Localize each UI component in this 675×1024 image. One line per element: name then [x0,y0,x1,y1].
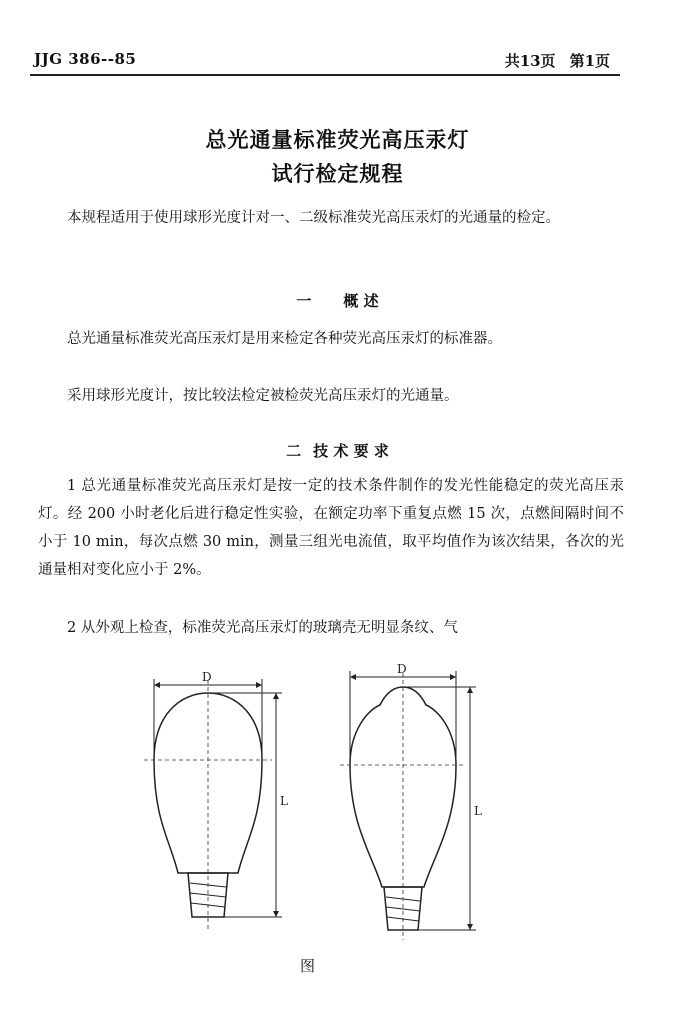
document-title: 总光通量标准荧光高压汞灯 [205,127,470,152]
section-number: 一 [296,292,312,310]
section-heading-requirements [0,440,675,461]
section-title: 概 述 [343,292,379,310]
page-info [491,50,610,71]
paragraph: 1 总光通量标准荧光高压汞灯是按一定的技术条件制作的发光性能稳定的荧光高压汞灯。经 200 小时老化后进行稳定性实验，在额定功率下重复点燃 15 次，点燃间隔时间不小于 10 min，每次点燃 30 min，测量三组光电流值，取平均值作为该次结果，各次的光通量相对变化应小于 2%。 [38,478,624,578]
page-header [34,50,616,70]
section-title: 技 术 要 求 [313,442,389,460]
paragraph: 采用球形光度计，按比较法检定被检荧光高压汞灯的光通量。 [67,388,459,404]
left-length-label: L [280,794,288,808]
total-pages: 共13页 [504,52,556,70]
figure-caption: 图 [300,957,316,975]
right-diameter-label: D [397,662,407,676]
intro-paragraph: 本规程适用于使用球形光度计对一、二级标准荧光高压汞灯的光通量的检定。 [67,210,560,226]
paragraph: 总光通量标准荧光高压汞灯是用来检定各种荧光高压汞灯的标准器。 [67,331,502,347]
section-number: 二 [286,442,302,460]
document-subtitle: 试行检定规程 [271,161,404,186]
section-heading-overview [0,290,675,311]
paragraph: 2 从外观上检查，标准荧光高压汞灯的玻璃壳无明显条纹、气 [67,620,458,636]
left-diameter-label: D [202,670,212,684]
standard-code: JJG 386--85 [34,50,137,68]
left-lamp-bulb [154,693,262,873]
page-number: 第1页 [569,52,610,70]
header-rule [30,74,620,76]
lamp-figure [140,655,540,945]
right-length-label: L [474,804,482,818]
